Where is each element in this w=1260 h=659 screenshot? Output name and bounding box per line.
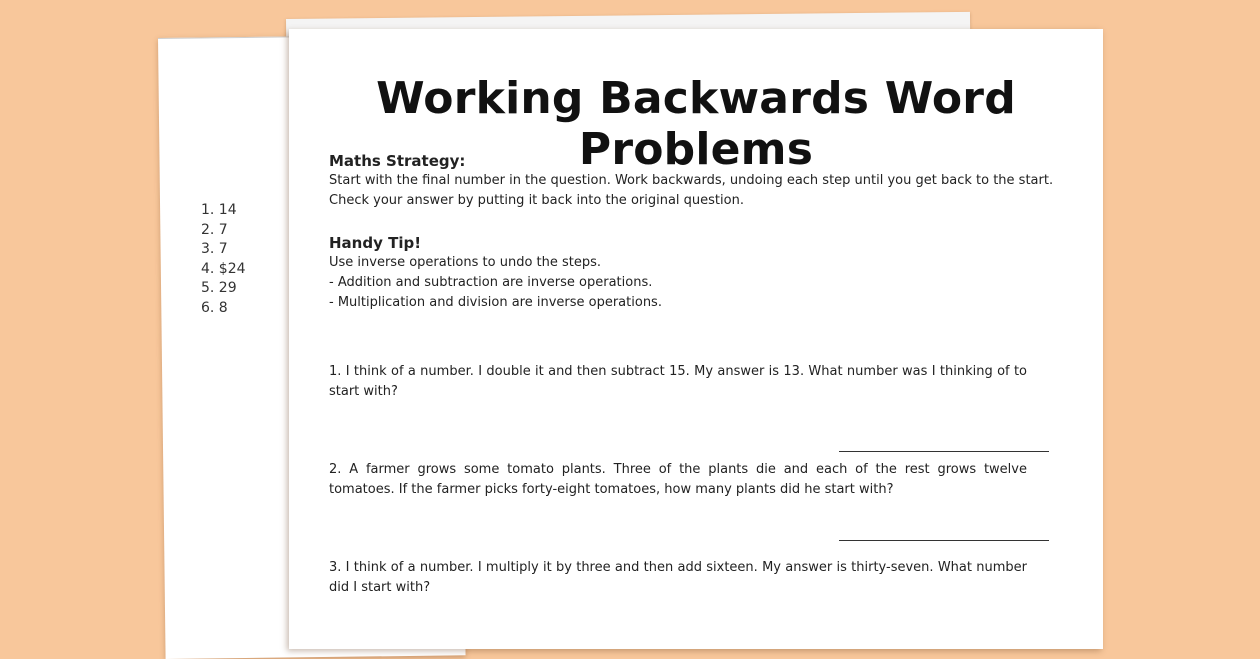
- tip-section: [329, 233, 1069, 313]
- answer-item: 3. 7: [201, 241, 228, 258]
- tip-line: - Addition and subtraction are inverse operations.: [329, 275, 653, 290]
- answer-item: 5. 29: [201, 280, 237, 297]
- answer-line-2: [839, 540, 1049, 541]
- answer-item: 6. 8: [201, 299, 228, 316]
- answer-item: 2. 7: [201, 221, 228, 238]
- tip-heading: Handy Tip!: [329, 234, 422, 252]
- strategy-section: [329, 151, 1069, 211]
- answer-list: [201, 201, 246, 319]
- answer-item: 1. 14: [201, 202, 237, 218]
- strategy-heading: Maths Strategy:: [329, 152, 466, 170]
- tip-line: Use inverse operations to undo the steps.: [329, 255, 602, 270]
- strategy-line: Check your answer by putting it back into the original question.: [329, 193, 744, 208]
- worksheet-title: Working Backwards Word Problems: [376, 73, 1016, 175]
- answer-line-1: [839, 451, 1049, 452]
- question-2: 2. A farmer grows some tomato plants. Three of the plants die and each of the rest grows twelve tomatoes. If the farmer picks forty-eight tomatoes, how many plants did he start with?: [329, 462, 1027, 497]
- question-1: 1. I think of a number. I double it and then subtract 15. My answer is 13. What number was I thinking of to start with?: [329, 364, 1027, 399]
- question-3: 3. I think of a number. I multiply it by three and then add sixteen. My answer is thirty-seven. What number did I start with?: [329, 560, 1027, 595]
- worksheet-page: [289, 29, 1103, 649]
- tip-line: - Multiplication and division are inverse operations.: [329, 295, 662, 310]
- answer-item: 4. $24: [201, 260, 246, 277]
- strategy-line: Start with the final number in the question. Work backwards, undoing each step until you get back to the start.: [329, 173, 1054, 188]
